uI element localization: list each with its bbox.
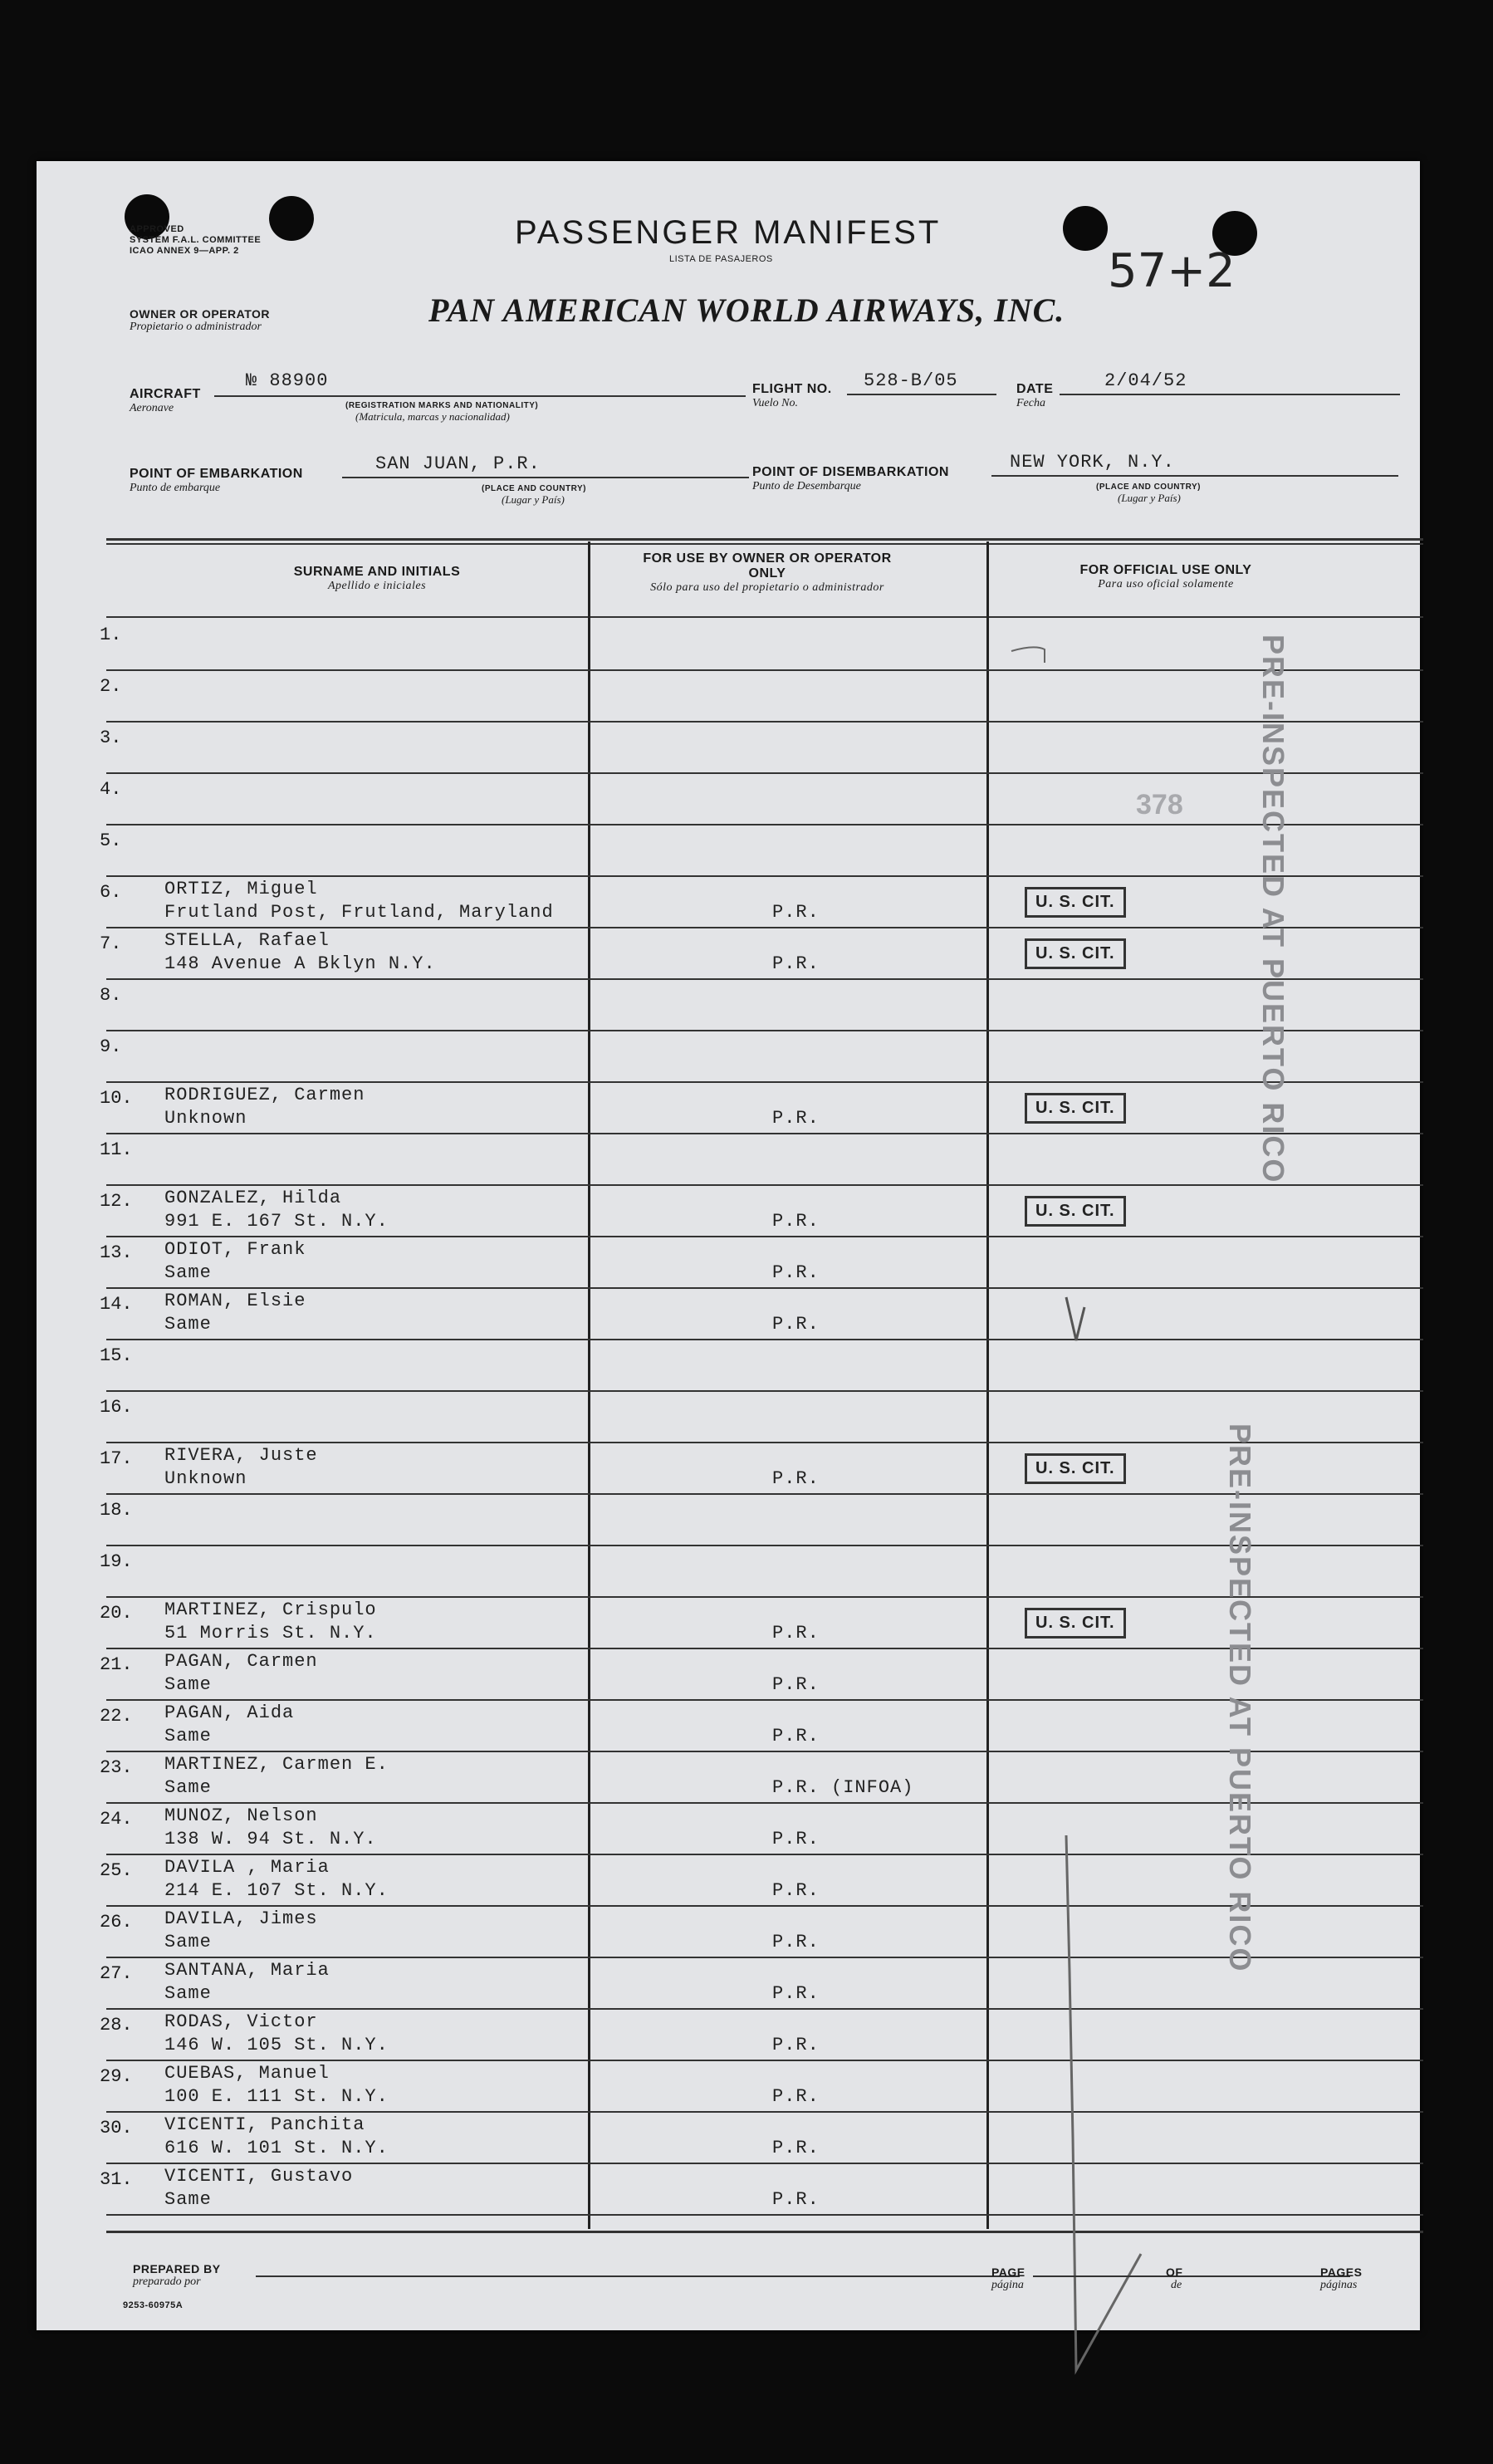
embark-place-note-es: (Lugar y País) xyxy=(502,493,565,506)
owner-label: OWNER OR OPERATOR xyxy=(130,307,270,321)
passenger-address: Same xyxy=(164,1983,212,2004)
company-name: PAN AMERICAN WORLD AIRWAYS, INC. xyxy=(428,291,1065,329)
passenger-name: DAVILA , Maria xyxy=(164,1857,330,1878)
passenger-address: 214 E. 107 St. N.Y. xyxy=(164,1880,389,1901)
flight-value: 528-B/05 xyxy=(864,370,958,391)
page-label-es: página xyxy=(991,2279,1024,2291)
row-number: 28. xyxy=(100,2015,133,2035)
form-number: 9253-60975A xyxy=(123,2300,184,2310)
row-number: 18. xyxy=(100,1500,133,1521)
passenger-name: PAGAN, Aida xyxy=(164,1702,295,1723)
embark-label-es: Punto de embarque xyxy=(130,482,221,494)
pages-label: PAGES xyxy=(1320,2266,1363,2279)
passenger-address: Same xyxy=(164,1932,212,1952)
punch-hole xyxy=(269,196,314,241)
operator-note: P.R. xyxy=(772,1674,820,1695)
row-number: 23. xyxy=(100,1757,133,1778)
us-citizen-stamp: U. S. CIT. xyxy=(1025,938,1126,969)
col-official-title: FOR OFFICIAL USE ONLY xyxy=(1079,563,1252,577)
table-top-rule xyxy=(106,538,1423,541)
table-row xyxy=(37,723,1420,774)
passenger-name: MARTINEZ, Crispulo xyxy=(164,1599,377,1620)
passenger-address: Unknown xyxy=(164,1108,247,1129)
row-number: 7. xyxy=(100,933,122,954)
table-row xyxy=(37,1031,1420,1083)
row-number: 19. xyxy=(100,1551,133,1572)
passenger-address: Same xyxy=(164,2189,212,2210)
date-value: 2/04/52 xyxy=(1104,370,1187,391)
prepared-label-es: preparado por xyxy=(133,2275,201,2288)
passenger-address: 616 W. 101 St. N.Y. xyxy=(164,2138,389,2158)
preinspected-stamp: PRE-INSPECTED AT PUERTO RICO xyxy=(1256,634,1290,1184)
passenger-name: GONZALEZ, Hilda xyxy=(164,1188,342,1208)
date-label-es: Fecha xyxy=(1016,397,1045,409)
row-number: 29. xyxy=(100,2066,133,2087)
passenger-name: ORTIZ, Miguel xyxy=(164,879,318,899)
passenger-address: 148 Avenue A Bklyn N.Y. xyxy=(164,953,436,974)
operator-note: P.R. xyxy=(772,1262,820,1283)
flight-label-es: Vuelo No. xyxy=(752,397,798,409)
row-number: 30. xyxy=(100,2118,133,2138)
operator-note: P.R. xyxy=(772,2189,820,2210)
operator-note: P.R. xyxy=(772,2086,820,2107)
row-number: 15. xyxy=(100,1345,133,1366)
operator-note: P.R. xyxy=(772,1211,820,1232)
table-row xyxy=(37,1134,1420,1186)
us-citizen-stamp: U. S. CIT. xyxy=(1025,1196,1126,1227)
registration-note-es: (Matricula, marcas y nacionalidad) xyxy=(355,410,510,423)
passenger-name: RODAS, Victor xyxy=(164,2011,318,2032)
registration-note: (REGISTRATION MARKS AND NATIONALITY) xyxy=(345,401,539,410)
row-number: 31. xyxy=(100,2169,133,2190)
disembark-underline xyxy=(991,475,1398,477)
operator-note: P.R. xyxy=(772,2035,820,2055)
passenger-name: PAGAN, Carmen xyxy=(164,1651,318,1672)
passenger-address: Same xyxy=(164,1674,212,1695)
disembark-label-es: Punto de Desembarque xyxy=(752,480,861,492)
form-subtitle: LISTA DE PASAJEROS xyxy=(669,254,773,264)
row-number: 3. xyxy=(100,727,122,748)
embark-label: POINT OF EMBARKATION xyxy=(130,467,303,481)
passenger-name: MARTINEZ, Carmen E. xyxy=(164,1754,389,1775)
aircraft-label-es: Aeronave xyxy=(130,402,174,414)
flight-underline xyxy=(847,394,996,395)
approved-line: ICAO ANNEX 9—APP. 2 xyxy=(130,246,239,256)
aircraft-underline xyxy=(214,395,746,397)
pencil-marks xyxy=(991,1224,1324,2437)
row-number: 24. xyxy=(100,1809,133,1830)
operator-note: P.R. xyxy=(772,1983,820,2004)
approved-line: SYSTEM F.A.L. COMMITTEE xyxy=(130,235,262,245)
col-surname-header xyxy=(186,565,568,592)
embark-place-note: (PLACE AND COUNTRY) xyxy=(482,484,586,493)
passenger-name: STELLA, Rafael xyxy=(164,930,330,951)
operator-note: P.R. xyxy=(772,1468,820,1489)
date-underline xyxy=(1060,394,1400,395)
passenger-name: RODRIGUEZ, Carmen xyxy=(164,1085,365,1105)
row-number: 17. xyxy=(100,1448,133,1469)
operator-note: P.R. xyxy=(772,902,820,923)
passenger-name: SANTANA, Maria xyxy=(164,1960,330,1981)
table-row xyxy=(37,774,1420,825)
passenger-address: Same xyxy=(164,1314,212,1335)
table-row xyxy=(37,928,1420,980)
embark-value: SAN JUAN, P.R. xyxy=(375,453,541,474)
operator-note: P.R. xyxy=(772,953,820,974)
passenger-address: Same xyxy=(164,1262,212,1283)
page-label: PAGE xyxy=(991,2266,1026,2279)
col-owner-header xyxy=(634,551,900,594)
pages-label-es: páginas xyxy=(1320,2279,1358,2291)
table-row xyxy=(37,980,1420,1031)
row-number: 2. xyxy=(100,676,122,697)
row-number: 5. xyxy=(100,830,122,851)
passenger-address: Unknown xyxy=(164,1468,247,1489)
passenger-name: ROMAN, Elsie xyxy=(164,1291,306,1311)
punch-hole xyxy=(1063,206,1108,251)
table-top-rule xyxy=(106,543,1423,545)
col-owner-title: FOR USE BY OWNER OR OPERATOR ONLY xyxy=(643,551,892,580)
prepared-underline xyxy=(256,2275,1020,2277)
us-citizen-stamp: U. S. CIT. xyxy=(1025,1093,1126,1124)
row-number: 6. xyxy=(100,882,122,903)
operator-note: P.R. (INFOA) xyxy=(772,1777,914,1798)
passenger-address: 51 Morris St. N.Y. xyxy=(164,1623,377,1643)
col-official-header xyxy=(1016,563,1315,590)
operator-note: P.R. xyxy=(772,1314,820,1335)
disembark-label: POINT OF DISEMBARKATION xyxy=(752,465,949,479)
row-number: 16. xyxy=(100,1397,133,1418)
header-bottom-rule xyxy=(106,616,1423,618)
passenger-address: Same xyxy=(164,1726,212,1746)
passenger-name: ODIOT, Frank xyxy=(164,1239,306,1260)
table-row xyxy=(37,1083,1420,1134)
passenger-name: VICENTI, Panchita xyxy=(164,2114,365,2135)
col-owner-title-es: Sólo para uso del propietario o administrador xyxy=(650,581,884,594)
owner-label-es: Propietario o administrador xyxy=(130,321,262,333)
row-number: 10. xyxy=(100,1088,133,1109)
operator-note: P.R. xyxy=(772,1623,820,1643)
col-surname-title: SURNAME AND INITIALS xyxy=(293,565,461,579)
passenger-name: CUEBAS, Manuel xyxy=(164,2063,330,2084)
disembark-place-note: (PLACE AND COUNTRY) xyxy=(1096,483,1201,492)
table-row xyxy=(37,620,1420,671)
operator-note: P.R. xyxy=(772,2138,820,2158)
col-surname-title-es: Apellido e iniciales xyxy=(327,580,427,592)
us-citizen-stamp: U. S. CIT. xyxy=(1025,1453,1126,1484)
table-row xyxy=(37,671,1420,723)
passenger-name: VICENTI, Gustavo xyxy=(164,2166,354,2187)
passenger-address: 146 W. 105 St. N.Y. xyxy=(164,2035,389,2055)
manifest-sheet xyxy=(37,161,1420,2330)
row-number: 1. xyxy=(100,625,122,645)
embark-underline xyxy=(342,477,749,478)
row-number: 25. xyxy=(100,1860,133,1881)
us-citizen-stamp: U. S. CIT. xyxy=(1025,1608,1126,1639)
passenger-address: 138 W. 94 St. N.Y. xyxy=(164,1829,377,1849)
us-citizen-stamp: U. S. CIT. xyxy=(1025,887,1126,918)
row-number: 27. xyxy=(100,1963,133,1984)
approved-block xyxy=(130,224,261,257)
preinspected-stamp: PRE-INSPECTED AT PUERTO RICO xyxy=(1223,1423,1257,1973)
form-title: PASSENGER MANIFEST xyxy=(515,214,942,251)
passenger-address: 100 E. 111 St. N.Y. xyxy=(164,2086,389,2107)
aircraft-value: № 88900 xyxy=(246,370,329,391)
operator-note: P.R. xyxy=(772,1829,820,1849)
of-label: OF xyxy=(1166,2266,1183,2279)
stamp-number: 378 xyxy=(1136,789,1183,821)
passenger-name: DAVILA, Jimes xyxy=(164,1908,318,1929)
row-number: 11. xyxy=(100,1139,133,1160)
flight-label: FLIGHT NO. xyxy=(752,382,832,396)
passenger-name: RIVERA, Juste xyxy=(164,1445,318,1466)
col-official-title-es: Para uso oficial solamente xyxy=(1098,578,1234,590)
operator-note: P.R. xyxy=(772,1932,820,1952)
row-number: 20. xyxy=(100,1603,133,1624)
row-number: 26. xyxy=(100,1912,133,1933)
approved-line: APPROVED xyxy=(130,224,184,234)
operator-note: P.R. xyxy=(772,1108,820,1129)
table-row xyxy=(37,877,1420,928)
disembark-value: NEW YORK, N.Y. xyxy=(1010,452,1175,473)
passenger-address: Same xyxy=(164,1777,212,1798)
row-number: 13. xyxy=(100,1242,133,1263)
row-number: 8. xyxy=(100,985,122,1006)
operator-note: P.R. xyxy=(772,1880,820,1901)
pencil-mark xyxy=(1010,644,1060,669)
row-number: 22. xyxy=(100,1706,133,1727)
operator-note: P.R. xyxy=(772,1726,820,1746)
row-number: 4. xyxy=(100,779,122,800)
handwritten-note: 57+2 xyxy=(1108,244,1236,298)
aircraft-label: AIRCRAFT xyxy=(130,387,201,401)
disembark-place-note-es: (Lugar y País) xyxy=(1118,492,1181,504)
passenger-address: 991 E. 167 St. N.Y. xyxy=(164,1211,389,1232)
of-label-es: de xyxy=(1171,2279,1182,2291)
passenger-name: MUNOZ, Nelson xyxy=(164,1805,318,1826)
row-number: 21. xyxy=(100,1654,133,1675)
passenger-address: Frutland Post, Frutland, Maryland xyxy=(164,902,554,923)
date-label: DATE xyxy=(1016,382,1054,396)
row-number: 12. xyxy=(100,1191,133,1212)
table-row xyxy=(37,825,1420,877)
prepared-label: PREPARED BY xyxy=(133,2262,221,2275)
row-number: 14. xyxy=(100,1294,133,1315)
row-number: 9. xyxy=(100,1036,122,1057)
